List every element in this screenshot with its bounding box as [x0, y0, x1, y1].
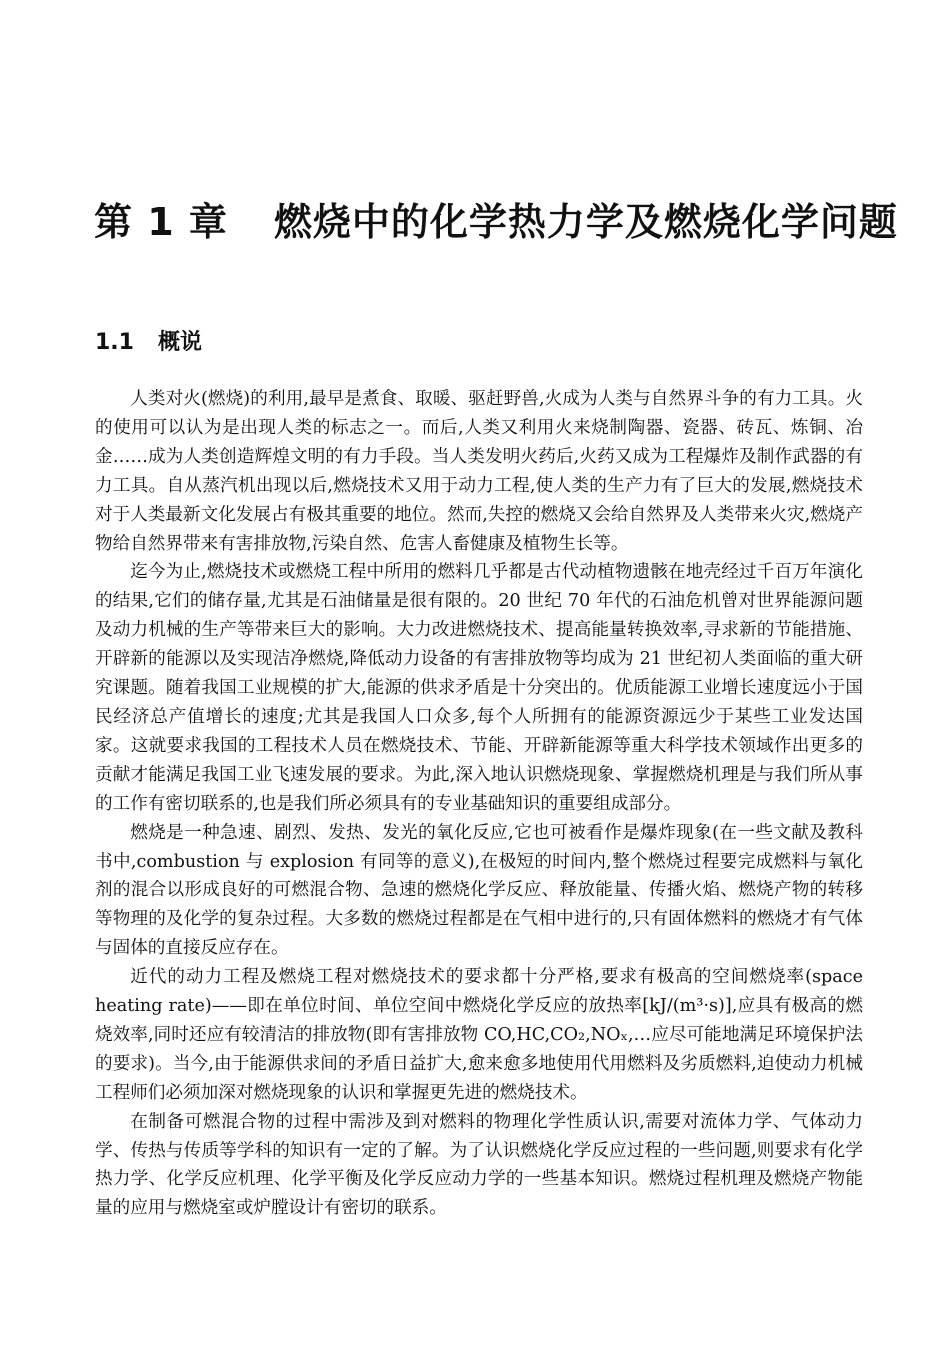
paragraph: 在制备可燃混合物的过程中需涉及到对燃料的物理化学性质认识,需要对流体力学、气体动力学、传热与传质等学科的知识有一定的了解。为了认识燃烧化学反应过程的一些问题,则要求有化学热力学、化学反应机理、化学平衡及化学反应动力学的一些基本知识。燃烧过程机理及燃烧产物能量的应用与燃烧室或炉膛设计有密切的联系。 — [95, 1111, 863, 1219]
section-number: 1.1 — [95, 330, 134, 355]
chapter-heading — [94, 196, 898, 248]
paragraph: 近代的动力工程及燃烧工程对燃烧技术的要求都十分严格,要求有极高的空间燃烧率(space heating rate)——即在单位时间、单位空间中燃烧化学反应的放热率[kJ/(m³·s)],应具有极高的燃烧效率,同时还应有较清洁的排放物(即有害排放物 CO,HC,CO₂,NOₓ,…应尽可能地满足环境保护法的要求)。当今,由于能源供求间的矛盾日益扩大,愈来愈多地使用代用燃料及劣质燃料,迫使动力机械工程师们必须加深对燃烧现象的认识和掌握更先进的燃烧技术。 — [95, 967, 863, 1103]
chapter-title: 燃烧中的化学热力学及燃烧化学问题 — [273, 200, 898, 244]
paragraph: 迄今为止,燃烧技术或燃烧工程中所用的燃料几乎都是古代动植物遗骸在地壳经过千百万年演化的结果,它们的储存量,尤其是石油储量是很有限的。20 世纪 70 年代的石油危机曾对世界能源问题及动力机械的生产等带来巨大的影响。大力改进燃烧技术、提高能量转换效率,寻求新的节能措施、开辟新的能源以及实现洁净燃烧,降低动力设备的有害排放物等均成为 21 世纪初人类面临的重大研究课题。随着我国工业规模的扩大,能源的供求矛盾是十分突出的。优质能源工业增长速度远小于国民经济总产值增长的速度;尤其是我国人口众多,每个人所拥有的能源资源远少于某些工业发达国家。这就要求我国的工程技术人员在燃烧技术、节能、开辟新能源等重大科学技术领域作出更多的贡献才能满足我国工业飞速发展的要求。为此,深入地认识燃烧现象、掌握燃烧机理是与我们所从事的工作有密切联系的,也是我们所必须具有的专业基础知识的重要组成部分。 — [95, 562, 863, 814]
section-title: 概说 — [157, 330, 202, 355]
chapter-number: 第 1 章 — [94, 200, 228, 244]
section-heading — [95, 328, 202, 358]
paragraph: 燃烧是一种急速、剧烈、发热、发光的氧化反应,它也可被看作是爆炸现象(在一些文献及教科书中,combustion 与 explosion 有同等的意义),在极短的时间内,整个燃烧过程要完成燃料与氧化剂的混合以形成良好的可燃混合物、急速的燃烧化学反应、释放能量、传播火焰、燃烧产物的转移等物理的及化学的复杂过程。大多数的燃烧过程都是在气相中进行的,只有固体燃料的燃烧才有气体与固体的直接反应存在。 — [95, 822, 863, 959]
body-text — [95, 385, 863, 1223]
paragraph: 人类对火(燃烧)的利用,最早是煮食、取暖、驱赶野兽,火成为人类与自然界斗争的有力工具。火的使用可以认为是出现人类的标志之一。而后,人类又利用火来烧制陶器、瓷器、砖瓦、炼铜、冶金……成为人类创造辉煌文明的有力手段。当人类发明火药后,火药又成为工程爆炸及制作武器的有力工具。自从蒸汽机出现以后,燃烧技术又用于动力工程,使人类的生产力有了巨大的发展,燃烧技术对于人类最新文化发展占有极其重要的地位。然而,失控的燃烧又会给自然界及人类带来火灾,燃烧产物给自然界带来有害排放物,污染自然、危害人畜健康及植物生长等。 — [95, 389, 863, 554]
